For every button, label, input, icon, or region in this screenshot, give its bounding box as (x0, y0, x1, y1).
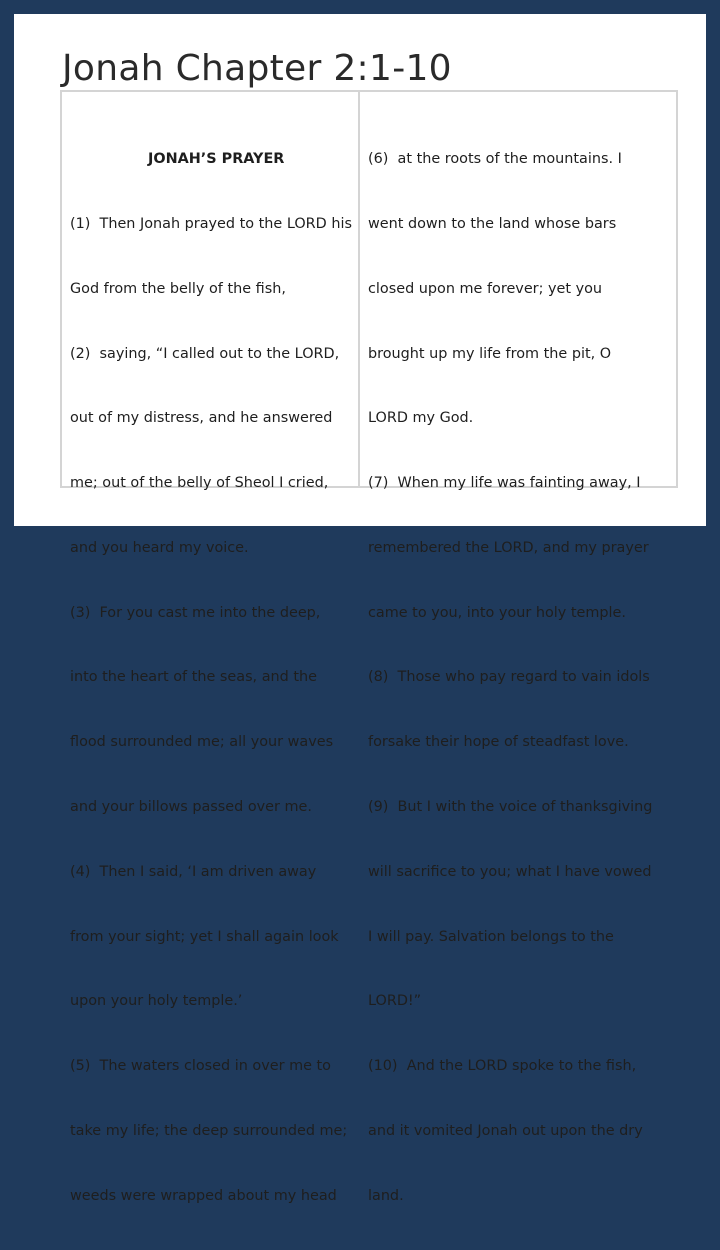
verse-line: forsake their hope of steadfast love. (368, 734, 629, 751)
verse-line: and your billows passed over me. (70, 799, 312, 815)
slide (14, 14, 706, 1204)
section-heading: JONAH’S PRAYER (148, 151, 285, 168)
verse-line: (5) The waters closed in over me to (70, 1058, 331, 1075)
verse-line: (6) at the roots of the mountains. I (368, 151, 622, 168)
verse-line: from your sight; yet I shall again look (70, 928, 339, 945)
verse-line: flood surrounded me; all your waves (70, 734, 334, 751)
verse-line: (9) But I with the voice of thanksgiving (368, 799, 653, 815)
verse-line: LORD my God. (368, 410, 474, 427)
verse-line: came to you, into your holy temple. (368, 604, 626, 621)
verse-line: and you heard my voice. (70, 539, 249, 556)
verse-line: remembered the LORD, and my prayer (368, 539, 649, 556)
right-column (360, 92, 676, 1204)
verse-line: I will pay. Salvation belongs to the (368, 928, 614, 945)
verse-line: went down to the land whose bars (368, 215, 617, 232)
verse-line: me; out of the belly of Sheol I cried, (70, 475, 329, 492)
verse-line: brought up my life from the pit, O (368, 345, 612, 362)
verse-line: and it vomited Jonah out upon the dry (368, 1122, 643, 1139)
verse-line: God from the belly of the fish, (70, 280, 286, 297)
verse-line: will sacrifice to you; what I have vowed (368, 863, 652, 880)
slide-title: Jonah Chapter 2:1-10 (62, 48, 452, 89)
verse-line: (1) Then Jonah prayed to the LORD his (70, 215, 352, 232)
verse-line: closed upon me forever; yet you (368, 280, 603, 297)
verse-line: (2) saying, “I called out to the LORD, (70, 345, 340, 362)
verse-line: (10) And the LORD spoke to the fish, (368, 1058, 637, 1075)
verse-line: LORD!” (368, 993, 422, 1010)
verse-line: (7) When my life was fainting away, I (368, 475, 641, 492)
text-table (60, 90, 678, 1204)
verse-line: upon your holy temple.’ (70, 993, 243, 1010)
verse-line: take my life; the deep surrounded me; (70, 1122, 348, 1139)
verse-line: (3) For you cast me into the deep, (70, 604, 321, 621)
verse-line: out of my distress, and he answered (70, 410, 333, 427)
left-column (62, 92, 360, 1204)
verse-line: (8) Those who pay regard to vain idols (368, 669, 650, 686)
verse-line: weeds were wrapped about my head (70, 1187, 337, 1204)
verse-line: land. (368, 1187, 404, 1204)
verse-line: (4) Then I said, ‘I am driven away (70, 863, 317, 880)
verse-line: into the heart of the seas, and the (70, 669, 317, 686)
